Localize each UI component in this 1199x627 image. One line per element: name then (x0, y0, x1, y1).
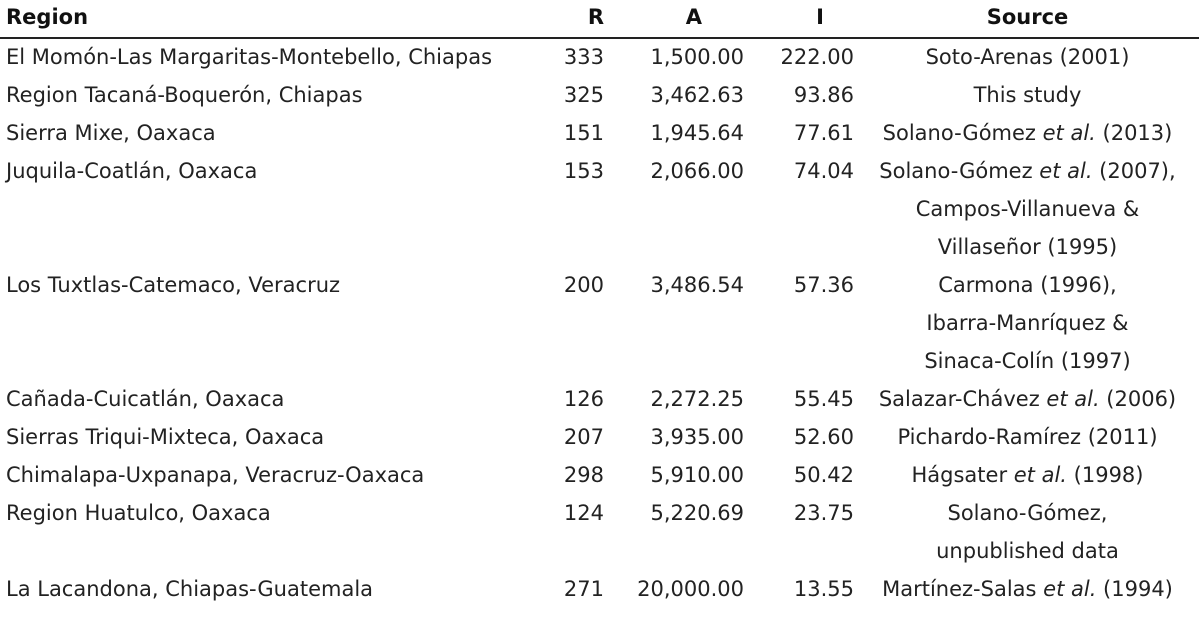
cell-i: 57.36 (793, 273, 854, 297)
cell-region: Los Tuxtlas-Catemaco, Veracruz (6, 273, 341, 297)
cell-source (858, 159, 1197, 273)
header-rule (0, 37, 1199, 39)
cell-a: 3,935.00 (650, 425, 744, 449)
source-line: Pichardo-Ramírez (2011) (897, 425, 1158, 449)
cell-region: Cañada-Cuicatlán, Oaxaca (6, 387, 285, 411)
source-line: Carmona (1996), (938, 273, 1117, 297)
source-line: Ibarra-Manríquez & (926, 311, 1129, 335)
cell-r: 325 (563, 83, 604, 107)
header-source: Source (986, 5, 1069, 29)
cell-r: 298 (563, 463, 604, 487)
cell-source (858, 45, 1197, 83)
cell-a: 3,462.63 (650, 83, 744, 107)
cell-r: 333 (563, 45, 604, 69)
cell-r: 124 (563, 501, 604, 525)
cell-a: 5,220.69 (650, 501, 744, 525)
source-line: Villaseñor (1995) (937, 235, 1118, 259)
cell-a: 1,500.00 (650, 45, 744, 69)
cell-source (858, 273, 1197, 387)
source-line: Hágsater et al. (1998) (911, 463, 1144, 487)
header-r: R (587, 5, 604, 29)
cell-i: 50.42 (793, 463, 854, 487)
cell-i: 74.04 (793, 159, 854, 183)
source-line: Soto-Arenas (2001) (925, 45, 1130, 69)
cell-region: El Momón-Las Margaritas-Montebello, Chiapas (6, 45, 493, 69)
cell-i: 52.60 (793, 425, 854, 449)
cell-region: Region Huatulco, Oaxaca (6, 501, 271, 525)
source-line: Solano-Gómez, (947, 501, 1108, 525)
cell-r: 271 (563, 577, 604, 601)
cell-r: 151 (563, 121, 604, 145)
cell-region: La Lacandona, Chiapas-Guatemala (6, 577, 374, 601)
cell-i: 222.00 (780, 45, 854, 69)
cell-source (858, 463, 1197, 501)
cell-source (858, 121, 1197, 159)
cell-a: 2,272.25 (650, 387, 744, 411)
source-line: unpublished data (936, 539, 1119, 563)
cell-source (858, 501, 1197, 577)
cell-region: Juquila-Coatlán, Oaxaca (6, 159, 258, 183)
cell-r: 207 (563, 425, 604, 449)
cell-i: 77.61 (793, 121, 854, 145)
cell-a: 1,945.64 (650, 121, 744, 145)
cell-a: 3,486.54 (650, 273, 744, 297)
cell-region: Region Tacaná-Boquerón, Chiapas (6, 83, 363, 107)
source-line: Martínez-Salas et al. (1994) (882, 577, 1173, 601)
source-line: Solano-Gómez et al. (2013) (882, 121, 1173, 145)
cell-i: 23.75 (793, 501, 854, 525)
source-line: Solano-Gómez et al. (2007), (879, 159, 1176, 183)
cell-a: 20,000.00 (637, 577, 744, 601)
source-line: Sinaca-Colín (1997) (924, 349, 1131, 373)
cell-source (858, 425, 1197, 463)
header-i: I (816, 5, 824, 29)
cell-region: Chimalapa-Uxpanapa, Veracruz-Oaxaca (6, 463, 425, 487)
cell-a: 2,066.00 (650, 159, 744, 183)
cell-region: Sierras Triqui-Mixteca, Oaxaca (6, 425, 325, 449)
source-line: Salazar-Chávez et al. (2006) (878, 387, 1177, 411)
cell-i: 93.86 (793, 83, 854, 107)
header-a: A (685, 5, 702, 29)
cell-source (858, 577, 1197, 615)
cell-r: 200 (563, 273, 604, 297)
cell-source (858, 83, 1197, 121)
source-line: This study (973, 83, 1082, 107)
cell-r: 153 (563, 159, 604, 183)
header-region: Region (6, 5, 89, 29)
cell-i: 55.45 (793, 387, 854, 411)
source-line: Campos-Villanueva & (915, 197, 1140, 221)
cell-region: Sierra Mixe, Oaxaca (6, 121, 216, 145)
table-header (0, 0, 1199, 34)
cell-i: 13.55 (793, 577, 854, 601)
cell-source (858, 387, 1197, 425)
cell-a: 5,910.00 (650, 463, 744, 487)
cell-r: 126 (563, 387, 604, 411)
